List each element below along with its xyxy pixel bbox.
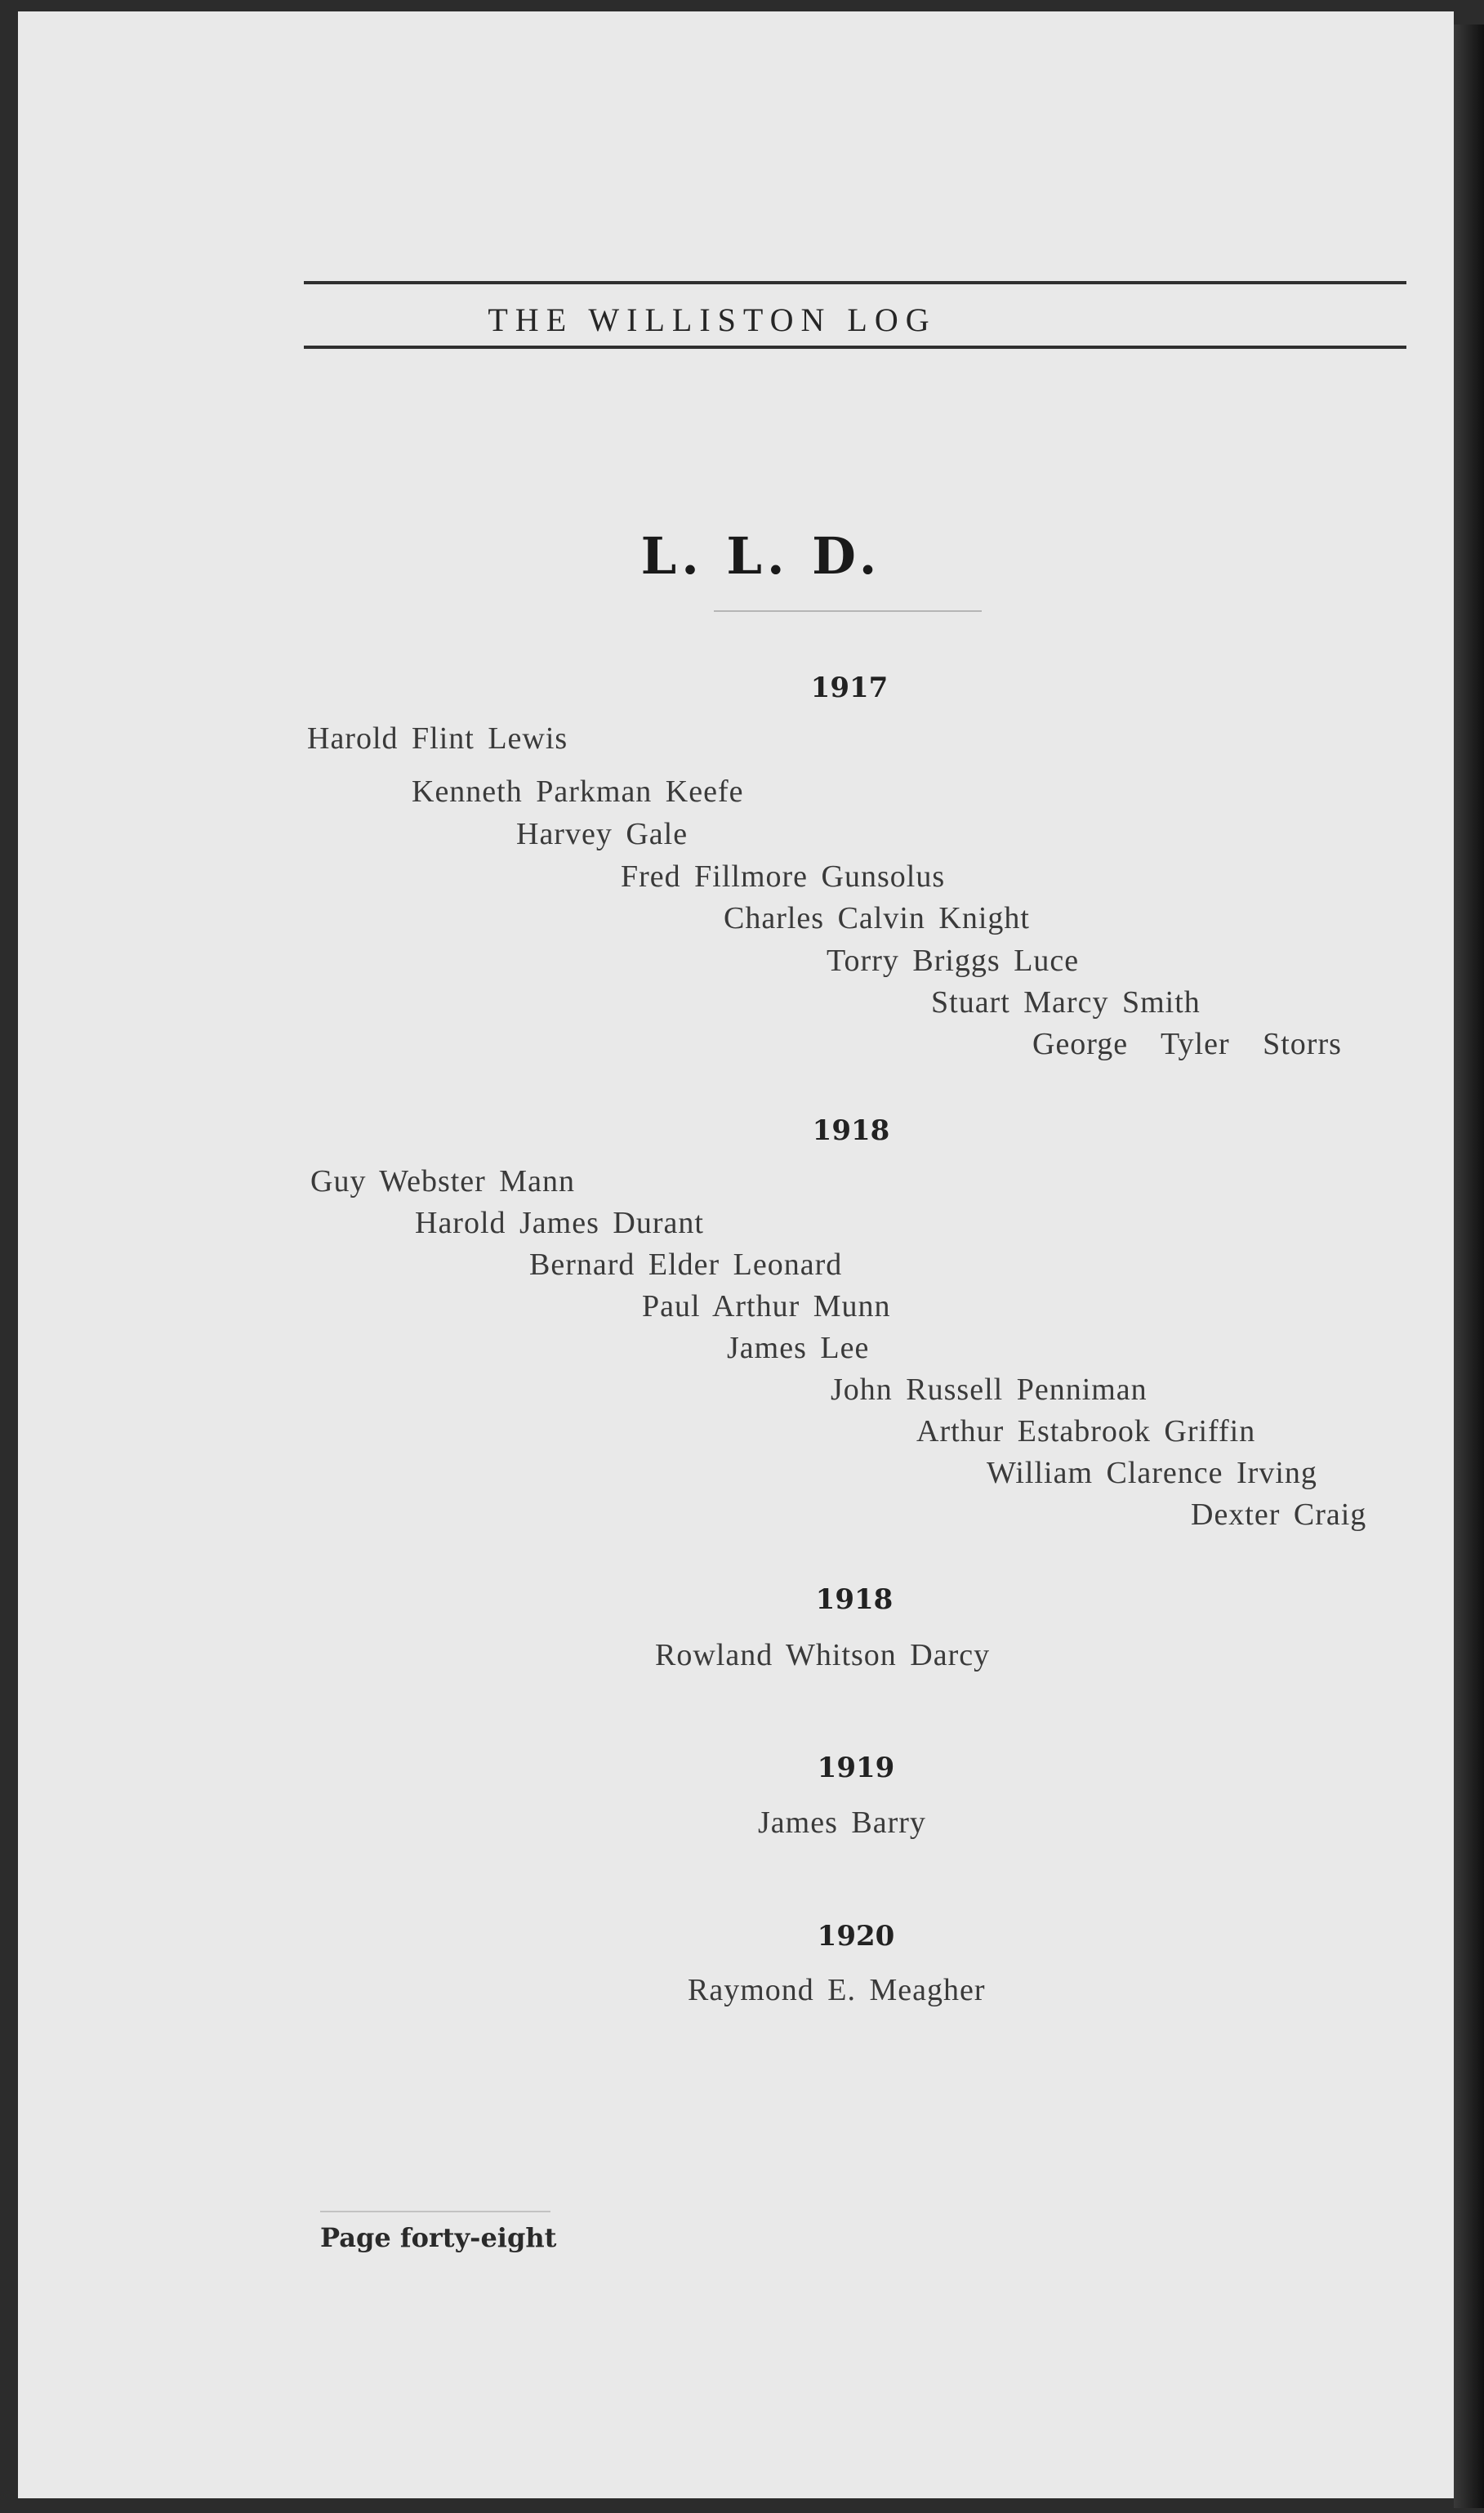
list-item: Stuart Marcy Smith bbox=[931, 985, 1201, 1020]
year-heading: 1918 bbox=[815, 1583, 894, 1616]
header-rule-bottom bbox=[304, 346, 1406, 349]
list-item: George Tyler Storrs bbox=[1032, 1027, 1342, 1061]
list-item: John Russell Penniman bbox=[831, 1373, 1148, 1407]
header-rule-top bbox=[304, 281, 1406, 284]
year-heading: 1917 bbox=[810, 672, 889, 704]
footer-rule bbox=[320, 2211, 550, 2212]
section-title: L. L. D. bbox=[640, 526, 882, 586]
list-item: Torry Briggs Luce bbox=[827, 944, 1080, 978]
list-item: William Clarence Irving bbox=[987, 1456, 1317, 1490]
year-heading: 1919 bbox=[817, 1752, 895, 1784]
list-item: Kenneth Parkman Keefe bbox=[412, 774, 744, 809]
list-item: James Barry bbox=[758, 1806, 926, 1840]
title-underline bbox=[714, 610, 982, 612]
list-item: Paul Arthur Munn bbox=[642, 1289, 891, 1323]
list-item: Bernard Elder Leonard bbox=[529, 1248, 843, 1282]
list-item: James Lee bbox=[727, 1331, 870, 1365]
list-item: Dexter Craig bbox=[1191, 1498, 1367, 1532]
page-number: Page forty-eight bbox=[320, 2222, 557, 2253]
book-page bbox=[18, 11, 1454, 2498]
list-item: Harold James Durant bbox=[415, 1206, 704, 1240]
page-edge-shadow bbox=[1454, 25, 1484, 2508]
list-item: Rowland Whitson Darcy bbox=[655, 1638, 991, 1672]
list-item: Raymond E. Meagher bbox=[688, 1973, 986, 2007]
list-item: Harold Flint Lewis bbox=[307, 721, 568, 756]
list-item: Arthur Estabrook Griffin bbox=[916, 1414, 1256, 1448]
year-heading: 1920 bbox=[817, 1920, 895, 1953]
year-heading: 1918 bbox=[812, 1114, 890, 1147]
list-item: Fred Fillmore Gunsolus bbox=[621, 859, 946, 894]
list-item: Guy Webster Mann bbox=[310, 1164, 575, 1198]
running-title: THE WILLISTON LOG bbox=[488, 301, 937, 338]
list-item: Harvey Gale bbox=[516, 817, 689, 851]
list-item: Charles Calvin Knight bbox=[724, 901, 1030, 935]
